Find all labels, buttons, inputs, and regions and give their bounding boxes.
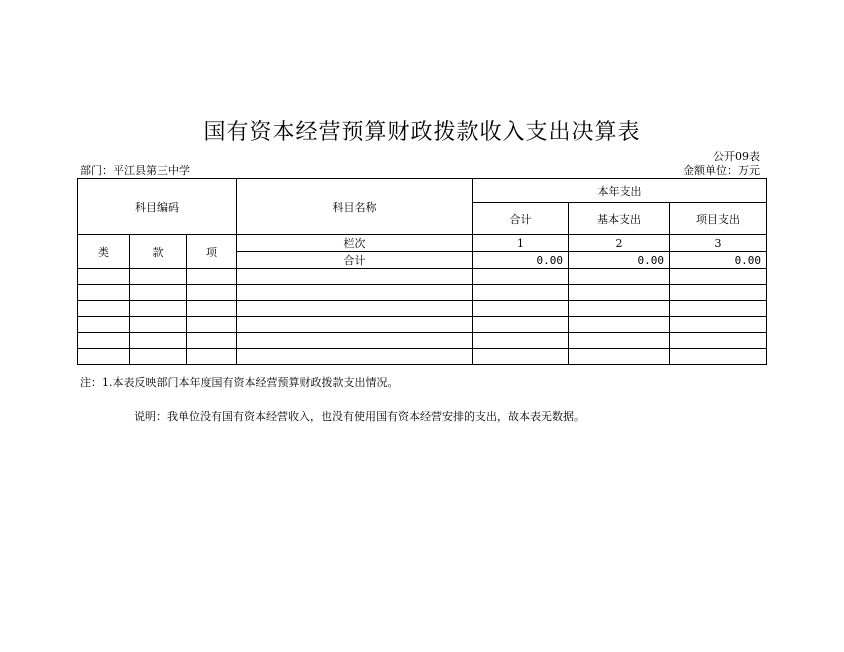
table-row	[78, 349, 767, 365]
table-cell	[670, 333, 767, 349]
header-total: 合计	[473, 203, 569, 235]
table-cell	[130, 301, 187, 317]
form-number: 公开09表	[713, 150, 760, 163]
table-cell	[569, 269, 670, 285]
table-cell	[78, 301, 130, 317]
header-subject-name: 科目名称	[237, 179, 473, 235]
table-cell	[569, 285, 670, 301]
table-cell	[237, 349, 473, 365]
table-cell	[670, 285, 767, 301]
header-subject-code: 科目编码	[78, 179, 237, 235]
table-cell	[130, 317, 187, 333]
table-row	[78, 269, 767, 285]
table-row	[78, 333, 767, 349]
header-col-3: 3	[670, 235, 767, 252]
table-cell	[473, 301, 569, 317]
table-cell	[569, 333, 670, 349]
header-section: 款	[130, 235, 187, 269]
table-cell	[473, 349, 569, 365]
explanation-text: 说明：我单位没有国有资本经营收入，也没有使用国有资本经营安排的支出，故本表无数据。	[134, 410, 585, 423]
table-cell	[670, 269, 767, 285]
table-cell	[569, 349, 670, 365]
budget-table	[77, 178, 767, 365]
total-row-basic: 0.00	[569, 252, 670, 269]
department-label: 部门：平江县第三中学	[80, 164, 190, 177]
table-cell	[237, 285, 473, 301]
header-current-year-expense: 本年支出	[473, 179, 767, 203]
page-title: 国有资本经营预算财政拨款收入支出决算表	[203, 120, 641, 145]
amount-unit-label: 金额单位：万元	[683, 164, 760, 177]
table-cell	[130, 269, 187, 285]
table-cell	[569, 301, 670, 317]
table-cell	[130, 349, 187, 365]
table-cell	[237, 317, 473, 333]
header-col-1: 1	[473, 235, 569, 252]
table-cell	[130, 285, 187, 301]
table-cell	[237, 301, 473, 317]
table-note: 注：1.本表反映部门本年度国有资本经营预算财政拨款支出情况。	[80, 376, 399, 389]
table-cell	[187, 349, 237, 365]
table-cell	[473, 269, 569, 285]
table-cell	[237, 333, 473, 349]
table-cell	[187, 269, 237, 285]
table-cell	[473, 285, 569, 301]
header-class: 类	[78, 235, 130, 269]
total-row-project: 0.00	[670, 252, 767, 269]
table-row	[78, 317, 767, 333]
total-row-total: 0.00	[473, 252, 569, 269]
table-cell	[237, 269, 473, 285]
table-cell	[187, 285, 237, 301]
table-row	[78, 285, 767, 301]
table-cell	[473, 333, 569, 349]
table-row	[78, 301, 767, 317]
header-row-3	[78, 235, 767, 252]
table-cell	[187, 333, 237, 349]
table-cell	[187, 301, 237, 317]
table-cell	[78, 285, 130, 301]
header-row-1	[78, 179, 767, 203]
table-cell	[78, 317, 130, 333]
table-cell	[670, 301, 767, 317]
table-cell	[78, 269, 130, 285]
table-cell	[670, 317, 767, 333]
table-cell	[78, 349, 130, 365]
table-cell	[569, 317, 670, 333]
table-cell	[473, 317, 569, 333]
table-cell	[130, 333, 187, 349]
table-cell	[187, 317, 237, 333]
header-item: 项	[187, 235, 237, 269]
header-basic-expense: 基本支出	[569, 203, 670, 235]
header-col-2: 2	[569, 235, 670, 252]
table-cell	[78, 333, 130, 349]
table-cell	[670, 349, 767, 365]
header-column-no: 栏次	[237, 235, 473, 252]
header-project-expense: 项目支出	[670, 203, 767, 235]
total-row-label: 合计	[237, 252, 473, 269]
